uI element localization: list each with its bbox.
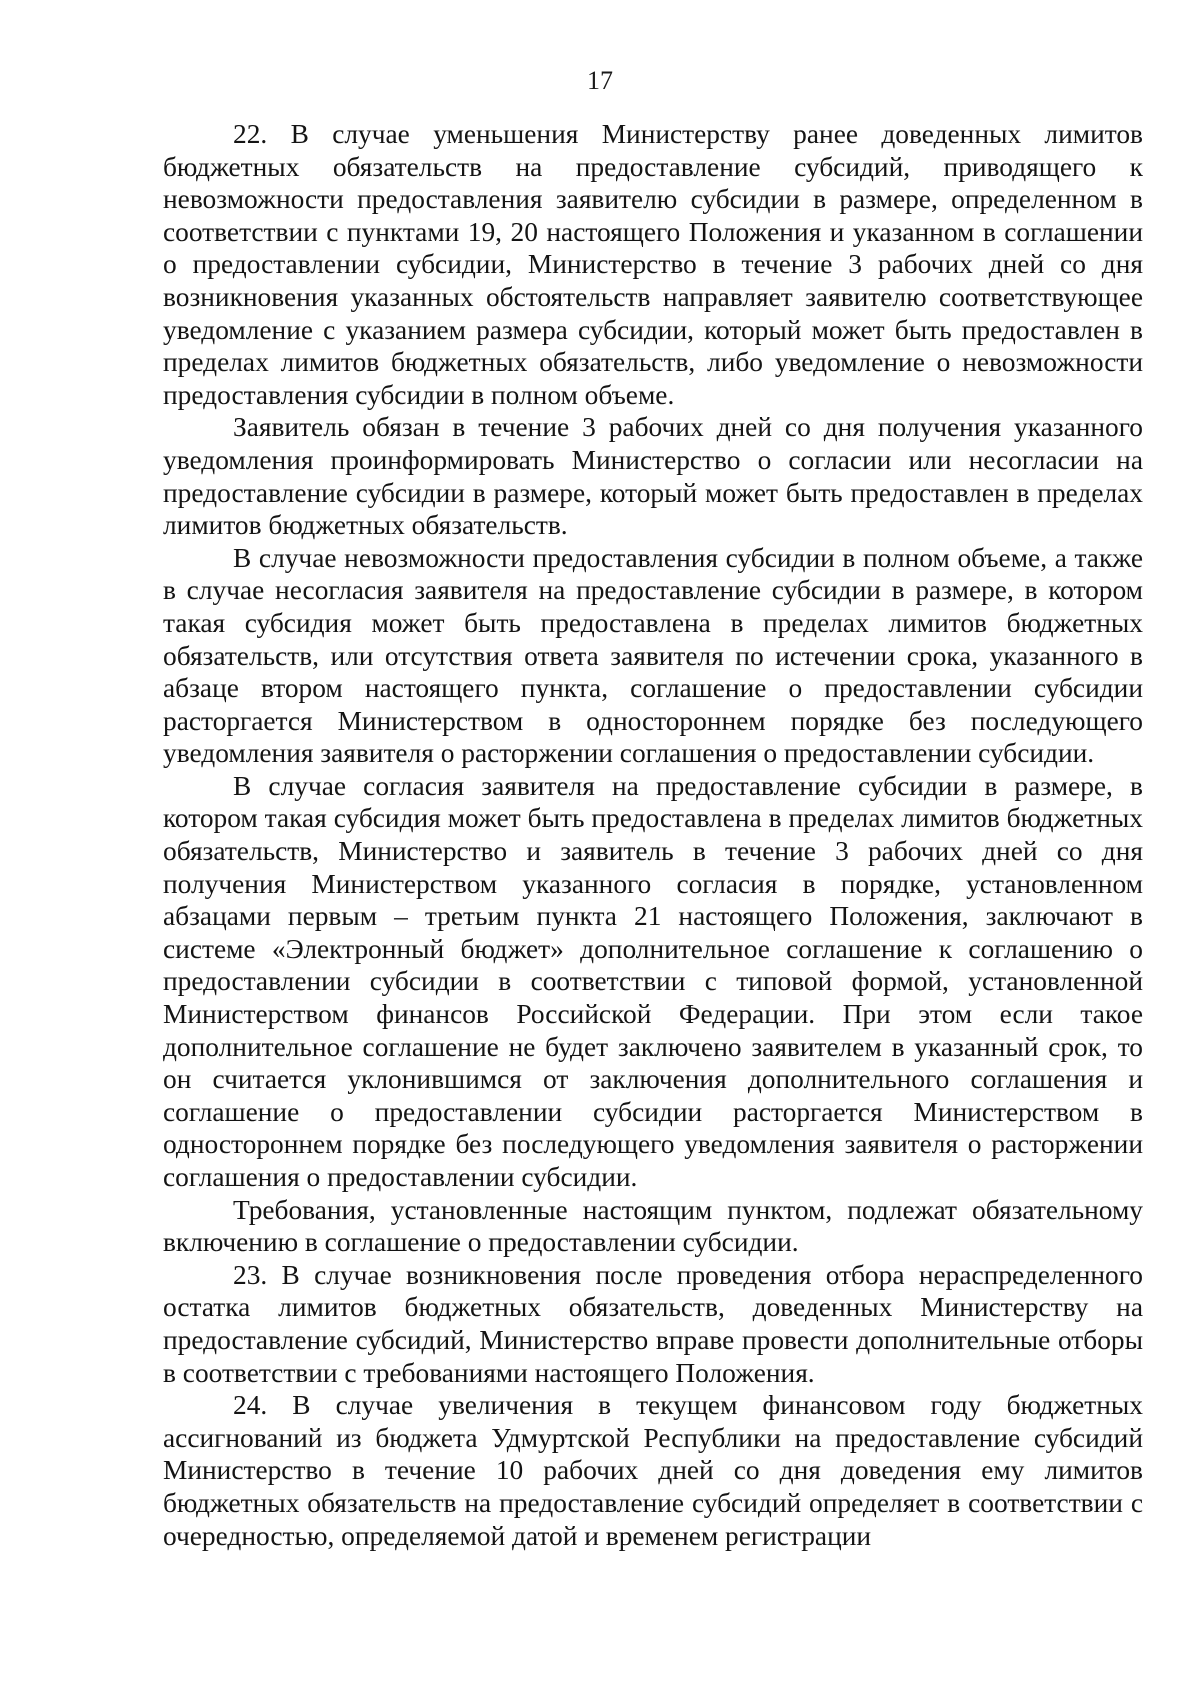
paragraph-22-applicant-obligation: Заявитель обязан в течение 3 рабочих дней со дня получения указанного уведомления проинформировать Министерство о согласии или несогласии на предоставление субсидии в размере, который может быть предоставлен в пределах лимитов бюджетных обязательств. — [163, 412, 1143, 541]
paragraph-22-requirements: Требования, установленные настоящим пунктом, подлежат обязательному включению в соглашение о предоставлении субсидии. — [163, 1194, 1143, 1258]
document-body — [163, 118, 1143, 1552]
paragraph-23: 23. В случае возникновения после проведения отбора нераспределенного остатка лимитов бюджетных обязательств, доведенных Министерству на предоставление субсидий, Министерство вправе провести дополнительные отборы в соответствии с требованиями настоящего Положения. — [163, 1259, 1143, 1388]
paragraph-22-additional-agreement: В случае согласия заявителя на предоставление субсидии в размере, в котором такая субсидия может быть предоставлена в пределах лимитов бюджетных обязательств, Министерство и заявитель в течение 3 рабочих дней со дня получения Министерством указанного согласия в порядке, установленном абзацами первым – третьим пункта 21 настоящего Положения, заключают в системе «Электронный бюджет» дополнительное соглашение к соглашению о предоставлении субсидии в соответствии с типовой формой, установленной Министерством финансов Российской Федерации. При этом если такое дополнительное соглашение не будет заключено заявителем в указанный срок, то он считается уклонившимся от заключения дополнительного соглашения и соглашение о предоставлении субсидии расторгается Министерством в одностороннем порядке без последующего уведомления заявителя о расторжении соглашения о предоставлении субсидии. — [163, 770, 1143, 1192]
paragraph-22-termination: В случае невозможности предоставления субсидии в полном объеме, а также в случае несогласия заявителя на предоставление субсидии в размере, в котором такая субсидия может быть предоставлена в пределах лимитов бюджетных обязательств, или отсутствия ответа заявителя по истечении срока, указанного в абзаце втором настоящего пункта, соглашение о предоставлении субсидии расторгается Министерством в одностороннем порядке без последующего уведомления заявителя о расторжении соглашения о предоставлении субсидии. — [163, 542, 1143, 769]
page-number: 17 — [587, 66, 613, 95]
paragraph-24: 24. В случае увеличения в текущем финансовом году бюджетных ассигнований из бюджета Удмуртской Республики на предоставление субсидий Министерство в течение 10 рабочих дней со дня доведения ему лимитов бюджетных обязательств на предоставление субсидий определяет в соответствии с очередностью, определяемой датой и временем регистрации — [163, 1390, 1143, 1551]
paragraph-22: 22. В случае уменьшения Министерству ранее доведенных лимитов бюджетных обязательств на предоставление субсидий, приводящего к невозможности предоставления заявителю субсидии в размере, определенном в соответствии с пунктами 19, 20 настоящего Положения и указанном в соглашении о предоставлении субсидии, Министерство в течение 3 рабочих дней со дня возникновения указанных обстоятельств направляет заявителю соответствующее уведомление с указанием размера субсидии, который может быть предоставлен в пределах лимитов бюджетных обязательств, либо уведомление о невозможности предоставления субсидии в полном объеме. — [163, 119, 1143, 410]
